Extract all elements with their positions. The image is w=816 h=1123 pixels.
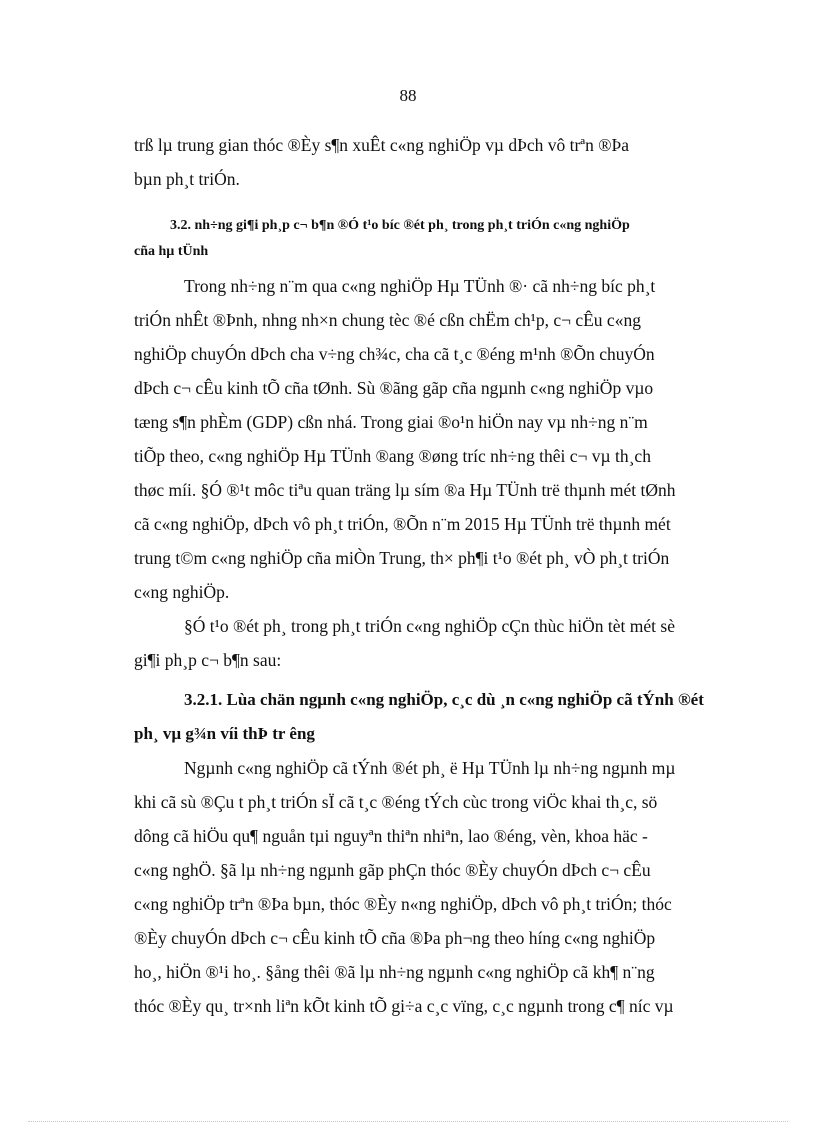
text-line: c«ng nghiÖp trªn ®Þa bµn, thóc ®Èy n«ng nghiÖp, dÞch vô ph¸t triÓn; thóc: [134, 894, 672, 914]
text-line: tiÕp theo, c«ng nghiÖp Hµ TÜnh ®ang ®øng tríc nh÷ng thêi c¬ vµ th¸ch: [134, 446, 651, 466]
text-line: thóc ®Èy qu¸ tr×nh liªn kÕt kinh tÕ gi÷a c¸c vïng, c¸c ngµnh trong c¶ níc vµ: [134, 996, 674, 1016]
text-line: dông cã hiÖu qu¶ nguån tµi nguyªn thiªn nhiªn, lao ®éng, vèn, khoa häc -: [134, 826, 648, 846]
page-number: 88: [399, 86, 417, 105]
text-line: triÓn nhÊt ®Þnh, nhng nh×n chung tèc ®é cßn chËm ch¹p, c¬ cÊu c«ng: [134, 310, 641, 330]
section-heading: [134, 213, 738, 265]
intro-paragraph: [134, 128, 738, 196]
text-line: bµn ph¸t triÓn.: [134, 169, 240, 189]
heading-line: 3.2. nh÷ng gi¶i ph¸p c¬ b¶n ®Ó t¹o bíc ®ét ph¸ trong ph¸t triÓn c«ng nghiÖp: [170, 218, 630, 233]
heading-line: ph¸ vµ g¾n víi thÞ tr êng: [134, 724, 315, 743]
text-line: gi¶i ph¸p c¬ b¶n sau:: [134, 650, 282, 670]
body-paragraph-3: [134, 751, 738, 1023]
heading-line: 3.2.1. Lùa chän ngµnh c«ng nghiÖp, c¸c dù ¸n c«ng nghiÖp cã tÝnh ®ét: [184, 690, 704, 709]
page-content: [134, 128, 738, 1023]
text-line: c«ng nghiÖp.: [134, 582, 230, 602]
text-line: dÞch c¬ cÊu kinh tÕ cña tØnh. Sù ®ãng gãp cña ngµnh c«ng nghiÖp vµo: [134, 378, 654, 398]
body-paragraph-2: [134, 609, 738, 677]
text-line: thøc míi. §Ó ®¹t môc tiªu quan träng lµ sím ®a Hµ TÜnh trë thµnh mét tØnh: [134, 480, 676, 500]
text-line: ®Èy chuyÓn dÞch c¬ cÊu kinh tÕ cña ®Þa ph¬ng theo híng c«ng nghiÖp: [134, 928, 656, 948]
page-bottom-divider: [28, 1121, 788, 1122]
text-line: §Ó t¹o ®ét ph¸ trong ph¸t triÓn c«ng nghiÖp cÇn thùc hiÖn tèt mét sè: [184, 616, 675, 636]
text-line: khi cã sù ®Çu t ph¸t triÓn sÏ cã t¸c ®éng tÝch cùc trong viÖc khai th¸c, sö: [134, 792, 658, 812]
subsection-heading: [134, 683, 738, 751]
text-line: trung t©m c«ng nghiÖp cña miÒn Trung, th× ph¶i t¹o ®ét ph¸ vÒ ph¸t triÓn: [134, 548, 670, 568]
text-line: Ngµnh c«ng nghiÖp cã tÝnh ®ét ph¸ ë Hµ TÜnh lµ nh÷ng ngµnh mµ: [184, 758, 676, 778]
text-line: nghiÖp chuyÓn dÞch cha v÷ng ch¾c, cha cã t¸c ®éng m¹nh ®Õn chuyÓn: [134, 344, 655, 364]
text-line: c«ng nghÖ. §ã lµ nh÷ng ngµnh gãp phÇn thóc ®Èy chuyÓn dÞch c¬ cÊu: [134, 860, 651, 880]
body-paragraph-1: [134, 269, 738, 609]
text-line: tæng s¶n phÈm (GDP) cßn nhá. Trong giai ®o¹n hiÖn nay vµ nh÷ng n¨m: [134, 412, 648, 432]
text-line: ho¸, hiÖn ®¹i ho¸. §ång thêi ®ã lµ nh÷ng ngµnh c«ng nghiÖp cã kh¶ n¨ng: [134, 962, 655, 982]
heading-line: cña hµ tÜnh: [134, 244, 209, 259]
text-line: Trong nh÷ng n¨m qua c«ng nghiÖp Hµ TÜnh ®· cã nh÷ng bíc ph¸t: [184, 276, 656, 296]
text-line: trß lµ trung gian thóc ®Èy s¶n xuÊt c«ng nghiÖp vµ dÞch vô trªn ®Þa: [134, 135, 630, 155]
text-line: cã c«ng nghiÖp, dÞch vô ph¸t triÓn, ®Õn n¨m 2015 Hµ TÜnh trë thµnh mét: [134, 514, 671, 534]
